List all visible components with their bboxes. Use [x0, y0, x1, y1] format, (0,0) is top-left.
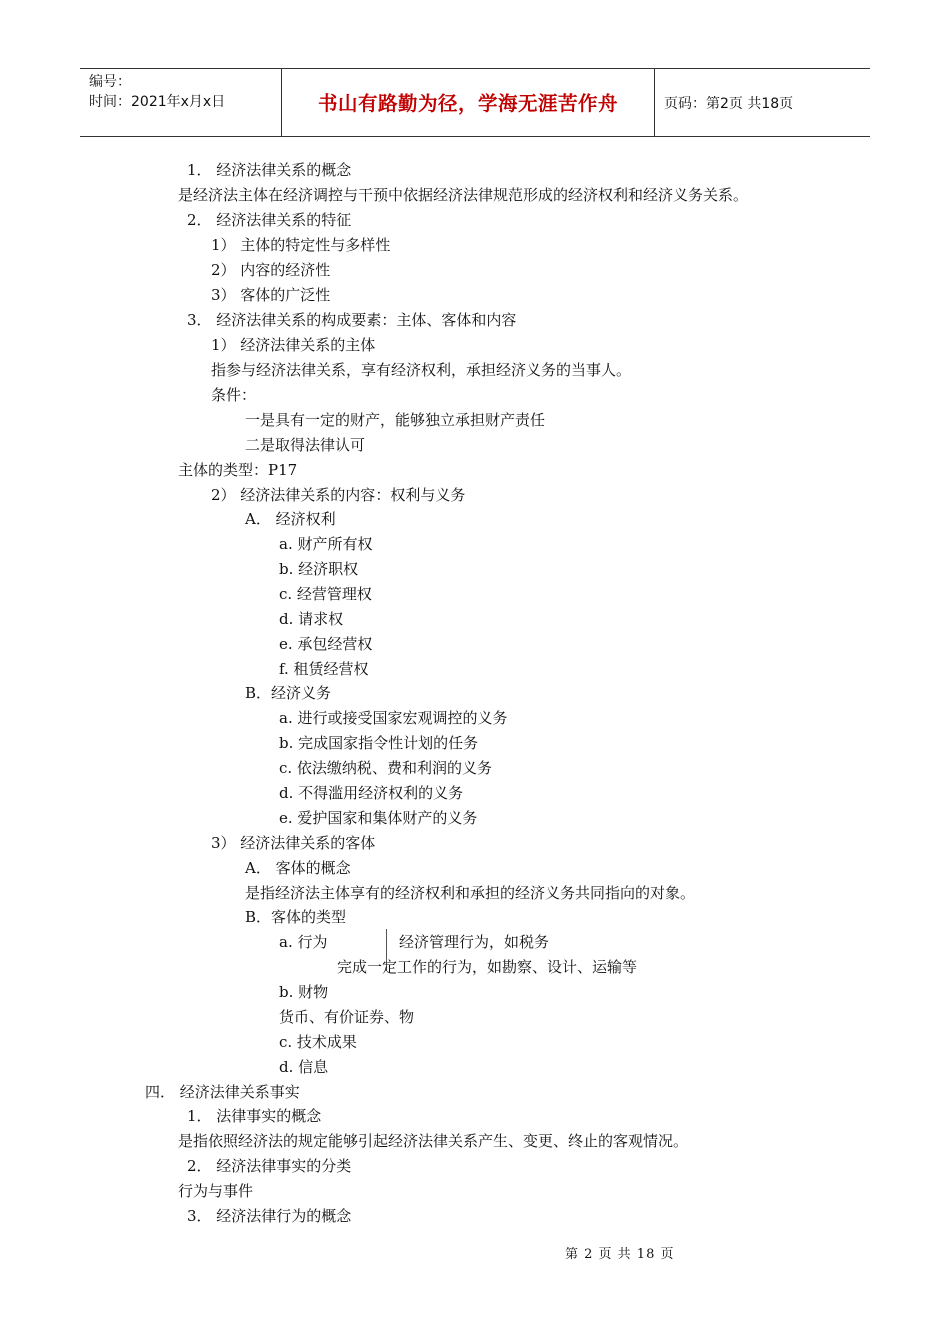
- list-item: b. 经济职权: [279, 560, 359, 578]
- section-heading: 1． 经济法律关系的概念: [187, 161, 352, 179]
- list-item: d. 不得滥用经济权利的义务: [279, 784, 464, 802]
- section-heading: 2． 经济法律关系的特征: [187, 211, 352, 229]
- paragraph: 条件：: [211, 386, 257, 404]
- paragraph: 是指经济法主体享有的经济权利和承担的经济义务共同指向的对象。: [245, 884, 696, 902]
- list-item: 2） 内容的经济性: [211, 261, 331, 279]
- subsection-heading: 1） 经济法律关系的主体: [211, 336, 376, 354]
- header-meta: [89, 72, 225, 112]
- list-item: a. 行为: [279, 933, 328, 951]
- document-time-label: 时间：2021年x月x日: [89, 94, 226, 110]
- list-item: 3） 客体的广泛性: [211, 286, 331, 304]
- list-heading: B．经济义务: [245, 684, 332, 702]
- list-item: a. 财产所有权: [279, 535, 373, 553]
- paragraph: 是指依照经济法的规定能够引起经济法律关系产生、变更、终止的客观情况。: [178, 1132, 689, 1150]
- list-heading: A． 客体的概念: [245, 859, 351, 877]
- list-subitem: 完成一定工作的行为，如勘察、设计、运输等: [337, 958, 638, 976]
- page-header: [80, 68, 870, 137]
- section-heading: 2． 经济法律事实的分类: [187, 1157, 352, 1175]
- list-item: c. 依法缴纳税、费和利润的义务: [279, 759, 492, 777]
- paragraph: 指参与经济法律关系，享有经济权利，承担经济义务的当事人。: [211, 361, 632, 379]
- page-footer: 第 2 页 共 18 页: [565, 1247, 675, 1262]
- header-motto: 书山有路勤为径，学海无涯苦作舟: [317, 92, 618, 115]
- list-item: e. 爱护国家和集体财产的义务: [279, 809, 478, 827]
- header-divider: [654, 69, 655, 136]
- chapter-heading: 四． 经济法律关系事实: [145, 1083, 300, 1101]
- list-item: e. 承包经营权: [279, 635, 373, 653]
- list-item: 1） 主体的特定性与多样性: [211, 236, 391, 254]
- paragraph: 行为与事件: [178, 1182, 254, 1200]
- list-item: c. 技术成果: [279, 1033, 357, 1051]
- list-item: 二是取得法律认可: [245, 436, 366, 454]
- section-heading: 3． 经济法律行为的概念: [187, 1207, 352, 1225]
- paragraph: 是经济法主体在经济调控与干预中依据经济法律规范形成的经济权利和经济义务关系。: [178, 186, 749, 204]
- paragraph: 货币、有价证券、物: [279, 1008, 415, 1026]
- list-item: f. 租赁经营权: [279, 660, 369, 678]
- subsection-heading: 2） 经济法律关系的内容：权利与义务: [211, 486, 466, 504]
- subsection-heading: 3） 经济法律关系的客体: [211, 834, 376, 852]
- list-item: a. 进行或接受国家宏观调控的义务: [279, 709, 508, 727]
- list-heading: B．客体的类型: [245, 908, 347, 926]
- list-item: d. 请求权: [279, 610, 344, 628]
- list-item: b. 完成国家指令性计划的任务: [279, 734, 479, 752]
- header-page-info: 页码：第2页 共18页: [664, 96, 794, 112]
- list-item: 一是具有一定的财产，能够独立承担财产责任: [245, 411, 546, 429]
- list-item: b. 财物: [279, 983, 329, 1001]
- section-heading: 3． 经济法律关系的构成要素：主体、客体和内容: [187, 311, 517, 329]
- list-subitem: 经济管理行为，如税务: [399, 933, 550, 951]
- list-heading: A． 经济权利: [245, 510, 336, 528]
- document-number-label: 编号：: [89, 74, 131, 90]
- list-item: d. 信息: [279, 1058, 329, 1076]
- list-item: c. 经营管理权: [279, 585, 372, 603]
- paragraph: 主体的类型：P17: [178, 461, 298, 479]
- section-heading: 1． 法律事实的概念: [187, 1107, 322, 1125]
